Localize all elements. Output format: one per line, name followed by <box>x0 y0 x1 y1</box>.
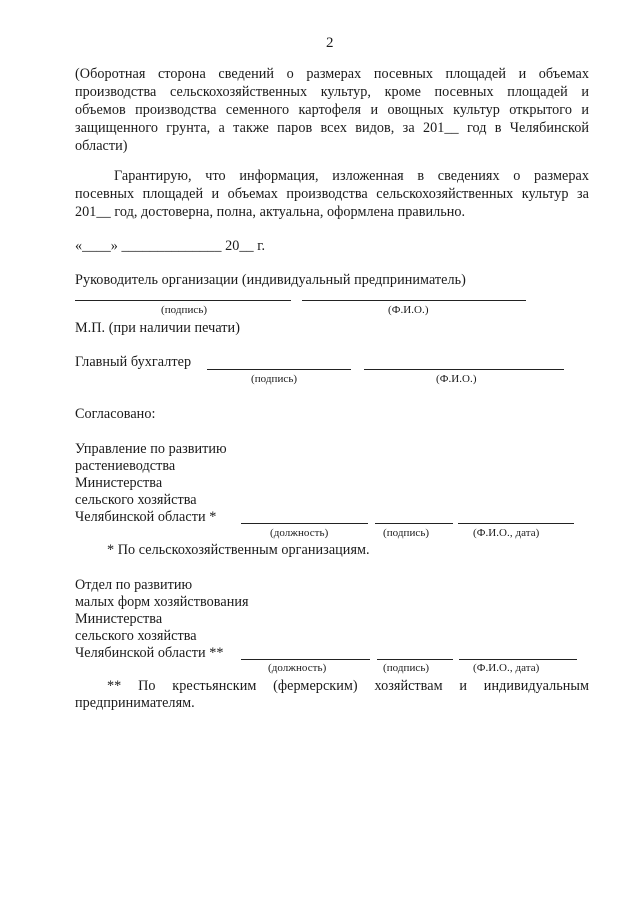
dept1-line: Управление по развитию <box>75 441 227 457</box>
guarantee-line: Гарантирую, что информация, изложенная в сведениях о размерах <box>114 168 589 184</box>
intro-line: производства сельскохозяйственных культур, кроме посевных площадей и <box>75 84 589 100</box>
dept1-signature-line <box>375 523 453 524</box>
dept2-line: Отдел по развитию <box>75 577 193 593</box>
dept2-line: Министерства <box>75 611 163 627</box>
head-title: Руководитель организации (индивидуальный предприниматель) <box>75 272 466 288</box>
dept1-line: растениеводства <box>75 458 176 474</box>
accountant-name-line <box>364 369 564 370</box>
intro-line: (Оборотная сторона сведений о размерах посевных площадей и объемах <box>75 66 589 82</box>
intro-line: области) <box>75 138 128 154</box>
dept2-signature-line <box>377 659 453 660</box>
guarantee-line: 201__ год, достоверна, полна, актуальна, оформлена правильно. <box>75 204 466 220</box>
guarantee-line: посевных площадей и объемах производства сельскохозяйственных культур за <box>75 186 589 202</box>
dept1-line: Министерства <box>75 475 163 491</box>
intro-line: защищенного грунта, а также паров всех видов, за 201__ год в Челябинской <box>75 120 589 136</box>
intro-line: объемов производства семенного картофеля и овощных культур открытого и <box>75 102 589 118</box>
dept2-footnote-line: предпринимателям. <box>75 695 195 711</box>
dept2-line: малых форм хозяйствования <box>75 594 249 610</box>
page-number: 2 <box>326 35 334 51</box>
accountant-signature-line <box>207 369 351 370</box>
dept1-line: сельского хозяйства <box>75 492 197 508</box>
dept2-position-caption: (должность) <box>268 662 327 674</box>
dept2-name-date-caption: (Ф.И.О., дата) <box>473 662 540 674</box>
accountant-name-caption: (Ф.И.О.) <box>436 373 477 385</box>
head-name-line <box>302 300 526 301</box>
dept1-signature-caption: (подпись) <box>383 527 430 539</box>
dept1-line: Челябинской области * <box>75 509 217 525</box>
agreed-heading: Согласовано: <box>75 406 156 422</box>
stamp-note: М.П. (при наличии печати) <box>75 320 240 336</box>
dept2-line: Челябинской области ** <box>75 645 224 661</box>
dept2-footnote-line: ** По крестьянским (фермерским) хозяйствам и индивидуальным <box>107 678 589 694</box>
dept1-name-date-caption: (Ф.И.О., дата) <box>473 527 540 539</box>
dept2-signature-caption: (подпись) <box>383 662 430 674</box>
dept1-name-date-line <box>458 523 574 524</box>
dept2-name-date-line <box>459 659 577 660</box>
dept2-position-line <box>241 659 370 660</box>
dept1-position-caption: (должность) <box>270 527 329 539</box>
dept1-footnote: * По сельскохозяйственным организациям. <box>107 542 370 558</box>
accountant-label: Главный бухгалтер <box>75 354 192 370</box>
head-signature-caption: (подпись) <box>161 304 208 316</box>
dept2-line: сельского хозяйства <box>75 628 197 644</box>
date-line: «____» ______________ 20__ г. <box>75 238 266 254</box>
accountant-signature-caption: (подпись) <box>251 373 298 385</box>
dept1-position-line <box>241 523 368 524</box>
head-signature-line <box>75 300 291 301</box>
head-name-caption: (Ф.И.О.) <box>388 304 429 316</box>
